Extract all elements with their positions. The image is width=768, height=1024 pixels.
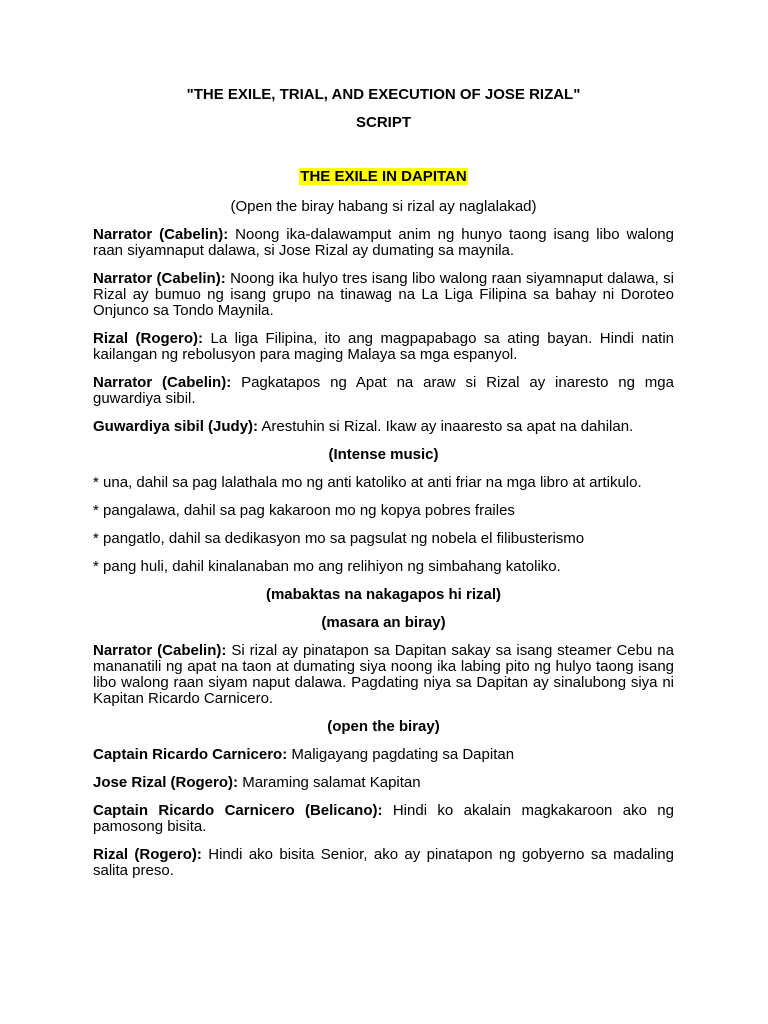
section-heading: THE EXILE IN DAPITAN: [300, 168, 467, 185]
speaker-label: Narrator (Cabelin):: [93, 270, 226, 287]
dialogue-text: Maraming salamat Kapitan: [238, 774, 421, 791]
script-line: [93, 419, 674, 435]
script-line: [93, 847, 674, 879]
section-heading-wrap: [93, 167, 674, 187]
script-line: [93, 375, 674, 407]
dialogue-text: Hindi ko akalain magkakaroon ako ng pamosong bisita.: [93, 802, 674, 835]
bullet-item: * pangalawa, dahil sa pag kakaroon mo ng kopya pobres frailes: [93, 502, 515, 519]
script-line: [93, 331, 674, 363]
stage-direction: (Open the biray habang si rizal ay naglalakad): [230, 198, 537, 215]
script-line: [93, 747, 674, 763]
script-line: [93, 643, 674, 707]
script-line: [93, 803, 674, 835]
stage-direction-bold: (Intense music): [328, 446, 439, 463]
bullet-item: * pangatlo, dahil sa dedikasyon mo sa pagsulat ng nobela el filibusterismo: [93, 530, 585, 547]
dialogue-text: Noong ika-dalawamput anim ng hunyo taong isang libo walong raan siyamnaput dalawa, si Jose Rizal ay dumating sa maynila.: [93, 226, 674, 259]
speaker-label: Captain Ricardo Carnicero:: [93, 746, 288, 763]
bullet-item: * pang huli, dahil kinalanaban mo ang relihiyon ng simbahang katoliko.: [93, 558, 561, 575]
dialogue-text: Si rizal ay pinatapon sa Dapitan sakay sa isang steamer Cebu na mananatili ng apat na taon at dumating siya noong ika labing pito ng hulyo taong isang libo walong raan siyam naput dalawa. Pagdating niya sa Dapitan ay sinalubong siya ni Kapitan Ricardo Carnicero.: [93, 642, 674, 707]
dialogue-text: Hindi ako bisita Senior, ako ay pinatapon ng gobyerno sa madaling salita preso.: [93, 846, 674, 879]
dialogue-text: Noong ika hulyo tres isang libo walong raan siyamnaput dalawa, si Rizal ay bumuo ng isang grupo na tinawag na La Liga Filipina sa bahay ni Doroteo Onjunco sa Tondo Maynila.: [93, 270, 674, 319]
bullet-item: * una, dahil sa pag lalathala mo ng anti katoliko at anti friar na mga libro at artikulo.: [93, 474, 642, 491]
speaker-label: Rizal (Rogero):: [93, 846, 202, 863]
stage-direction-bold: (masara an biray): [321, 614, 446, 631]
speaker-label: Guwardiya sibil (Judy):: [93, 418, 259, 435]
document-title: "THE EXILE, TRIAL, AND EXECUTION OF JOSE RIZAL": [186, 86, 581, 103]
document-subtitle: SCRIPT: [355, 114, 411, 131]
dialogue-text: Arestuhin si Rizal. Ikaw ay inaaresto sa apat na dahilan.: [258, 418, 634, 435]
script-line: [93, 775, 674, 791]
stage-direction-bold: (mabaktas na nakagapos hi rizal): [265, 586, 502, 603]
stage-direction-bold: (open the biray): [327, 718, 440, 735]
speaker-label: Narrator (Cabelin):: [93, 226, 229, 243]
script-line: [93, 271, 674, 319]
script-line: [93, 227, 674, 259]
dialogue-text: La liga Filipina, ito ang magpapabago sa ating bayan. Hindi natin kailangan ng rebolusyon para maging Malaya sa mga espanyol.: [93, 330, 674, 363]
speaker-label: Captain Ricardo Carnicero (Belicano):: [93, 802, 383, 819]
dialogue-text: Maligayang pagdating sa Dapitan: [287, 746, 515, 763]
dialogue-text: Pagkatapos ng Apat na araw si Rizal ay inaresto ng mga guwardiya sibil.: [93, 374, 674, 407]
speaker-label: Narrator (Cabelin):: [93, 374, 232, 391]
speaker-label: Jose Rizal (Rogero):: [93, 774, 239, 791]
speaker-label: Rizal (Rogero):: [93, 330, 203, 347]
speaker-label: Narrator (Cabelin):: [93, 642, 227, 659]
